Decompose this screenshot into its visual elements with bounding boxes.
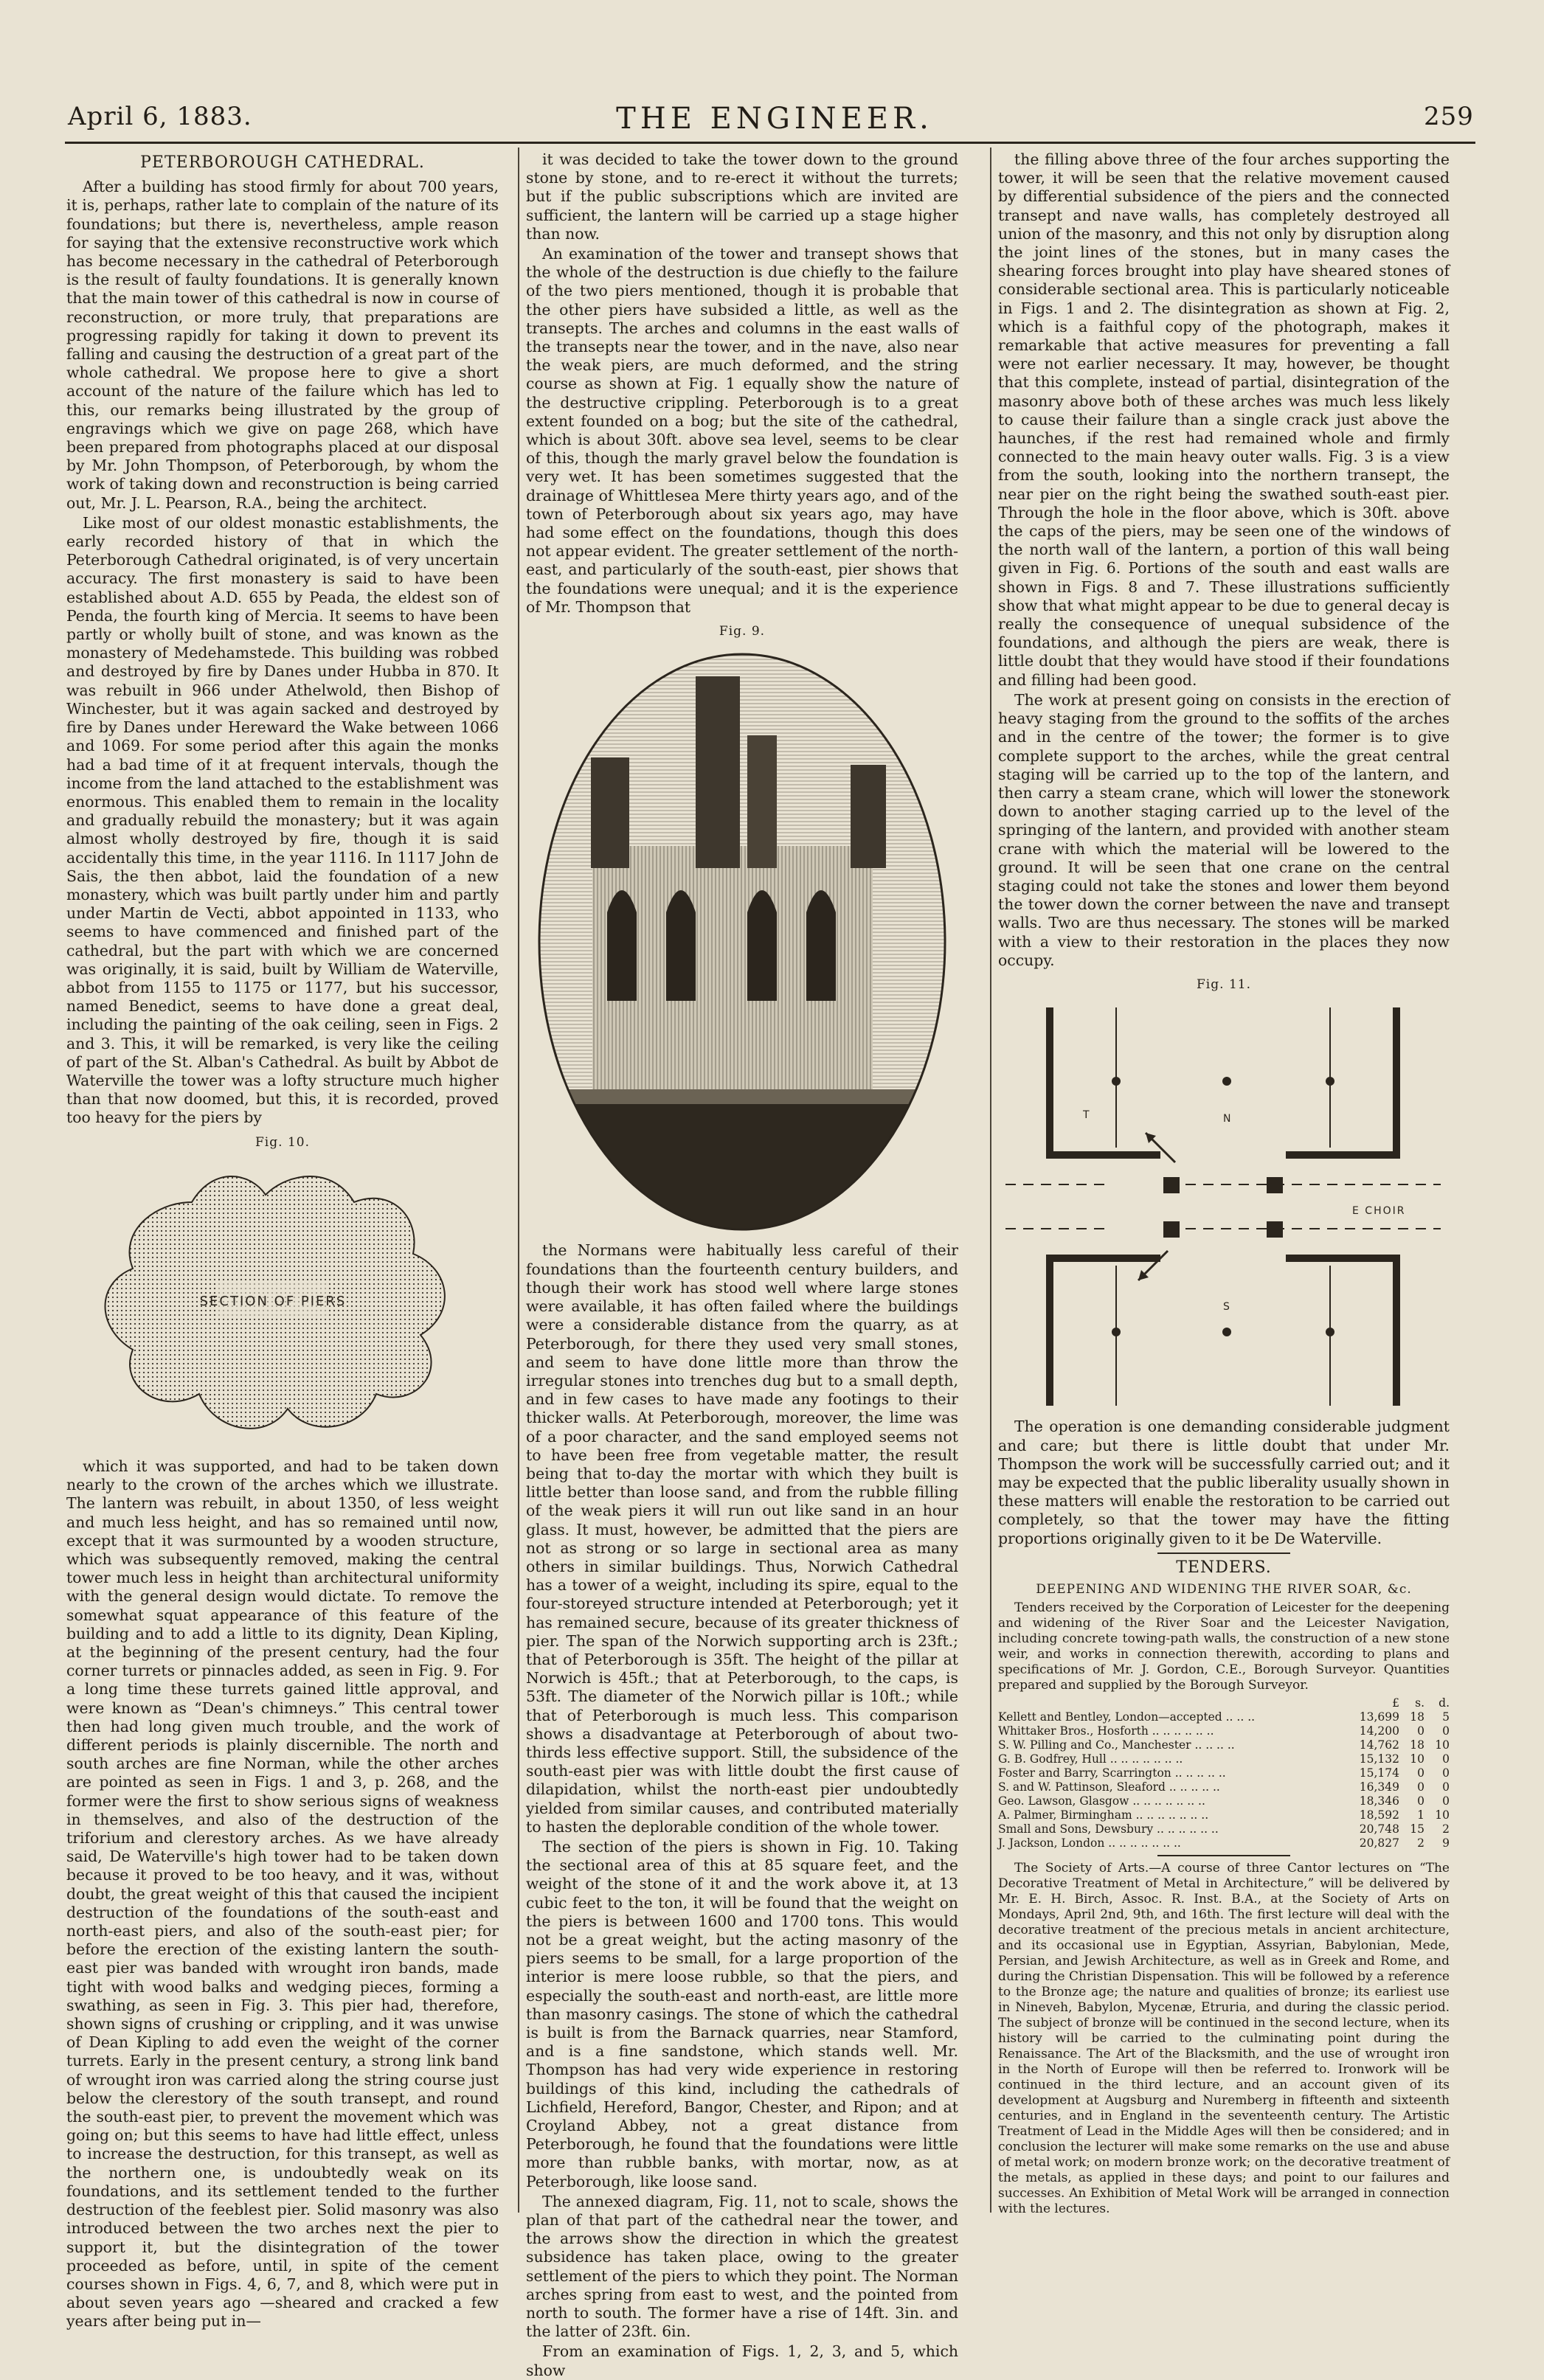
table-cell: 15,174 — [1359, 1766, 1399, 1780]
table-cell: 13,699 — [1359, 1710, 1399, 1724]
column-divider — [990, 148, 991, 2213]
table-cell: 0 — [1442, 1752, 1450, 1766]
pier-section-figure — [66, 1158, 499, 1453]
table-row — [998, 1808, 1450, 1822]
section-rule — [1157, 1552, 1290, 1554]
table-cell: 15 — [1410, 1822, 1424, 1836]
tenders-subheading: DEEPENING AND WIDENING THE RIVER SOAR, &c. — [1036, 1581, 1412, 1597]
tenders-heading: TENDERS. — [1176, 1558, 1272, 1577]
table-cell: 10 — [1435, 1808, 1450, 1822]
tenders-intro: Tenders received by the Corporation of Leicester for the deepening and widening of the River Soar and the Leicester Navigation, including concrete towing-path walls, the construction of a new stone weir, and works in connection therewith, according to plans and specifications of Mr. J. Gordon, C.E., Borough Surveyor. Quantities prepared and supplied by the Borough Surveyor. — [998, 1600, 1450, 1693]
tower-plan-diagram — [998, 1000, 1450, 1413]
table-cell: 1 — [1417, 1808, 1424, 1822]
fig11-label-t: T — [1083, 1109, 1090, 1122]
unit-shillings: s. — [1415, 1696, 1424, 1710]
column-divider — [518, 148, 519, 2213]
table-row — [998, 1738, 1450, 1752]
paragraph: The section of the piers is shown in Fig. 10. Taking the sectional area of this at 85 square feet, and the weight of the stone of it and the work above it, at 13 cubic feet to the ton, it will be found that the weight on the piers is between 1600 and 1700 tons. This would not be a great weight, but the acting masonry of the piers seems to be small, for a large proportion of the interior is mere loose rubble, so that the piers, and especially the south-east and north-east, are little more than masonry casings. The stone of which the cathedral is built is from the Barnack quarries, near Stamford, and is a fine sandstone, which stands well. Mr. Thompson has had very wide experience in restoring buildings of this kind, including the cathedrals of Lichfield, Hereford, Bangor, Chester, and Ripon; and at Croyland Abbey, not a great distance from Peterborough, he found that the foundations were little more than rubble banks, with mortar, now, as at Peterborough, like loose sand. — [526, 1837, 958, 2190]
column-3 — [998, 150, 1450, 2230]
table-cell: 0 — [1417, 1780, 1424, 1794]
fig10-label: SECTION OF PIERS — [199, 1293, 347, 1309]
paragraph: which it was supported, and had to be taken down nearly to the crown of the arches which we illustrate. The lantern was rebuilt, in about 1350, of less weight and much less height, and has so remained until now, except that it was surmounted by a wooden structure, which was subsequently removed, making the central tower much less in height than architectural uniformity with the general design would dictate. To remove the somewhat squat appearance of this feature of the building and to add a little to its dignity, Dean Kipling, at the beginning of the present century, had the four corner turrets or pinnacles added, as seen in Fig. 9. For a long time these turrets gained little approval, and were known as “Dean's chimneys.” This central tower then had long given much trouble, and the work of different periods is plainly discernible. The north and south arches are fine Norman, while the other arches are pointed as seen in Figs. 1 and 3, p. 268, and the former were the first to show serious signs of weakness in themselves, and also of the destruction of the triforium and clerestory arches. As we have already said, De Waterville's high tower had to be taken down because it proved to be too heavy, and it was, without doubt, the great weight of this that caused the incipient destruction of the foundations of the south-east and north-east piers, and also of the south-east pier; for before the erection of the existing lantern the south-east pier was banded with wrought iron bands, made tight with wood balks and wedging pieces, forming a swathing, as seen in Fig. 3. This pier had, therefore, shown signs of crushing or crippling, and it was unwise of Dean Kipling to add even the weight of the corner turrets. Early in the present century, a strong link band of wrought iron was carried along the string course just below the clerestory of the south transept, and round the south-east pier, to prevent the movement which was going on; but this seems to have had little effect, unless to increase the destruction, for this transept, as well as the northern one, is undoubtedly weak on its foundations, and its settlement tended to the further destruction of the feeblest pier. Solid masonry was also introduced between the two arches next the pier to support it, but the disintegration of the tower proceeded as before, until, in spite of the cement courses shown in Figs. 4, 6, 7, and 8, which were put in about seven years ago —sheared and cracked a few years after being put in— — [66, 1457, 499, 2331]
column-1 — [66, 150, 499, 2331]
table-cell: 18 — [1410, 1710, 1424, 1724]
paragraph: The work at present going on consists in the erection of heavy staging from the ground to the soffits of the arches and in the centre of the tower; the former is to give complete support to the arches, while the great central staging will be carried up to the top of the lantern, and then carry a steam crane, which will lower the stonework down to another staging carried up to the level of the springing of the lantern, and provided with another steam crane with which the material will be lowered to the ground. It will be seen that one crane on the central staging could not take the stones and lower them beyond the tower down the corner between the nave and transept walls. Two are thus necessary. The stones will be marked with a view to their restoration in the places they now occupy. — [998, 690, 1450, 969]
table-cell: 2 — [1442, 1822, 1450, 1836]
table-cell: 0 — [1442, 1724, 1450, 1738]
table-cell: 2 — [1417, 1836, 1424, 1850]
table-cell: 18,592 — [1359, 1808, 1399, 1822]
table-cell: Geo. Lawson, Glasgow .. .. .. .. .. .. .. — [998, 1794, 1205, 1808]
table-cell: Whittaker Bros., Hosforth .. .. .. .. .. .. — [998, 1724, 1214, 1738]
fig11-label-n: N — [1223, 1113, 1231, 1125]
header-rule — [65, 142, 1475, 144]
table-cell: 0 — [1442, 1794, 1450, 1808]
paragraph: After a building has stood firmly for about 700 years, it is, perhaps, rather late to complain of the nature of its foundations; but there is, nevertheless, ample reason for saying that the extensive reconstructive work which has become necessary in the cathedral of Peterborough is the result of faulty foundations. It is generally known that the main tower of this cathedral is now in course of reconstruction, or more truly, that preparations are progressing rapidly for taking it down to prevent its falling and causing the destruction of a great part of the whole cathedral. We propose here to give a short account of the nature of the failure which has led to this, our remarks being illustrated by the group of engravings which we give on page 268, which have been prepared from photographs placed at our disposal by Mr. John Thompson, of Peterborough, by whom the work of taking down and reconstruction is being carried out, Mr. J. L. Pearson, R.A., being the architect. — [66, 178, 499, 512]
table-row — [998, 1794, 1450, 1808]
table-cell: 5 — [1442, 1710, 1450, 1724]
tenders-section — [998, 1581, 1450, 2217]
table-row — [998, 1710, 1450, 1724]
paragraph: the filling above three of the four arches supporting the tower, it will be seen that the relative movement caused by differential subsidence of the piers and the connected transept and nave walls, has completely destroyed all union of the masonry, and this not only by disruption along the joint lines of the stones, but in many cases the shearing forces brought into play have sheared stones of considerable sectional area. This is particularly noticeable in Figs. 1 and 2. The disintegration as shown at Fig. 2, which is a faithful copy of the photograph, makes it remarkable that active measures for preventing a fall were not earlier necessary. It may, however, be thought that this complete, instead of partial, disintegration of the masonry above both of these arches was much less likely to cause their failure than a single crack just above the haunches, if the rest had remained whole and firmly connected to the main heavy outer walls. Fig. 3 is a view from the south, looking into the northern transept, the near pier on the right being the swathed south-east pier. Through the hole in the floor above, which is 30ft. above the caps of the piers, may be seen one of the windows of the north wall of the lantern, a portion of this wall being given in Fig. 6. Portions of the south and east walls are shown in Figs. 8 and 7. These illustrations sufficiently show that what might appear to be due to general decay is really the consequence of unequal subsidence of the foundations, and although the piers are weak, there is little doubt that they would have stood if their foundations and filling had been good. — [998, 150, 1450, 689]
table-row — [998, 1780, 1450, 1794]
paragraph: the Normans were habitually less careful of their foundations than the fourteenth century builders, and though their work has stood well where large stones were available, it has often failed where the buildings were a considerable distance from the quarry, as at Peterborough, for there they used very small stones, and seem to have done little more than throw the irregular stones into trenches dug but to a small depth, and in few cases to have made any footings to their thicker walls. At Peterborough, moreover, the lime was of a poor character, and the sand employed seems not to have been free from vegetable matter, the result being that to-day the mortar with which they built is little better than loose sand, and from the rubble filling of the weak piers it will run out like sand in an hour glass. It must, however, be admitted that the piers are not as strong or so large in sectional area as many others in similar buildings. Thus, Norwich Cathedral has a tower of a weight, including its spire, equal to the four-storeyed structure intended at Peterborough; yet it has remained secure, because of its greater thickness of pier. The span of the Norwich supporting arch is 23ft.; that of Peterborough is 35ft. The height of the pillar at Norwich is 45ft.; that at Peterborough, to the caps, is 53ft. The diameter of the Norwich pillar is 10ft.; while that of Peterborough is much less. This comparison shows a disadvantage at Peterborough of about two-thirds less effective support. Still, the subsidence of the south-east pier was with little doubt the first cause of dilapidation, whilst the north-east pier undoubtedly yielded from similar causes, and contributed materially to hasten the deplorable condition of the whole tower. — [526, 1241, 958, 1836]
table-cell: 16,349 — [1359, 1780, 1399, 1794]
figure-caption: Fig. 10. — [255, 1134, 310, 1150]
table-cell: G. B. Godfrey, Hull .. .. .. .. .. .. .. — [998, 1752, 1183, 1766]
page-number: 259 — [1424, 102, 1474, 131]
table-row — [998, 1836, 1450, 1850]
table-cell: 0 — [1417, 1724, 1424, 1738]
table-cell: 0 — [1442, 1780, 1450, 1794]
table-cell: A. Palmer, Birmingham .. .. .. .. .. .. .. — [998, 1808, 1209, 1822]
table-cell: Kellett and Bentley, London—accepted .. .. .. — [998, 1710, 1256, 1724]
table-cell: 14,762 — [1359, 1738, 1399, 1752]
tenders-units-row — [998, 1696, 1450, 1710]
section-rule — [1157, 1855, 1290, 1856]
table-cell: Foster and Barry, Scarrington .. .. .. .. .. — [998, 1766, 1226, 1780]
table-cell: 20,827 — [1359, 1836, 1399, 1850]
table-cell: Small and Sons, Dewsbury .. .. .. .. .. .. — [998, 1822, 1219, 1836]
table-cell: 10 — [1435, 1738, 1450, 1752]
tenders-table — [998, 1696, 1450, 1850]
table-cell: S. W. Pilling and Co., Manchester .. .. .. .. — [998, 1738, 1235, 1752]
table-cell: S. and W. Pattinson, Sleaford .. .. .. .. .. — [998, 1780, 1220, 1794]
paragraph: The annexed diagram, Fig. 11, not to scale, shows the plan of that part of the cathedral near the tower, and the arrows show the direction in which the greatest subsidence has taken place, owing to the greater settlement of the piers to which they point. The Norman arches spring from east to west, and the pointed from north to south. The former have a rise of 14ft. 3in. and the latter of 23ft. 6in. — [526, 2192, 958, 2341]
unit-pounds: £ — [1392, 1696, 1399, 1710]
table-cell: 14,200 — [1359, 1724, 1399, 1738]
fig11-label-s: S — [1223, 1301, 1230, 1314]
table-cell: 10 — [1410, 1752, 1424, 1766]
table-cell: J. Jackson, London .. .. .. .. .. .. .. — [998, 1836, 1181, 1850]
table-cell: 0 — [1442, 1766, 1450, 1780]
journal-title: THE ENGINEER. — [616, 102, 933, 136]
unit-pence: d. — [1439, 1696, 1450, 1710]
table-cell: 18 — [1410, 1738, 1424, 1752]
paragraph: From an examination of Figs. 1, 2, 3, and 5, which show — [526, 2342, 958, 2379]
figure-caption: Fig. 11. — [1197, 976, 1251, 992]
table-cell: 18,346 — [1359, 1794, 1399, 1808]
table-cell: 15,132 — [1359, 1752, 1399, 1766]
table-row — [998, 1766, 1450, 1780]
fig11-label-e-choir: E CHOIR — [1352, 1205, 1406, 1218]
tower-engraving-figure — [526, 647, 958, 1237]
table-cell: 20,748 — [1359, 1822, 1399, 1836]
paragraph: An examination of the tower and transept shows that the whole of the destruction is due chiefly to the failure of the two piers mentioned, though it is probable that the other piers have subsided a little, as well as the transepts. The arches and columns in the east walls of the transepts near the tower, and in the nave, also near the weak piers, are much deformed, and the string course as shown at Fig. 1 equally show the nature of the destructive crippling. Peterborough is to a great extent founded on a bog; but the site of the cathedral, which is about 30ft. above sea level, seems to be clear of this, though the marly gravel below the foundation is very wet. It has been sometimes suggested that the drainage of Whittlesea Mere thirty years ago, and of the town of Peterborough about six years ago, may have had some effect on the foundations, though this does not appear evident. The greater settlement of the north-east, and particularly of the south-east, pier shows that the foundations were unequal; and it is the experience of Mr. Thompson that — [526, 245, 958, 616]
figure-caption: Fig. 9. — [719, 624, 766, 639]
article-title: PETERBOROUGH CATHEDRAL. — [140, 153, 425, 172]
column-2 — [526, 150, 958, 2379]
table-cell: 0 — [1417, 1794, 1424, 1808]
table-cell: 9 — [1442, 1836, 1450, 1850]
paragraph: Like most of our oldest monastic establishments, the early recorded history of that in which the Peterborough Cathedral originated, is of very uncertain accuracy. The first monastery is said to have been established about A.D. 655 by Peada, the eldest son of Penda, the fourth king of Mercia. It seems to have been partly or wholly built of stone, and was known as the monastery of Medehamstede. This building was robbed and destroyed by fire by Danes under Hubba in 870. It was rebuilt in 966 under Athelwold, then Bishop of Winchester, but it was again sacked and destroyed by fire by Danes under Hereward the Wake between 1066 and 1069. For some period after this again the monks had a bad time of it at frequent intervals, though the income from the land attached to the establishment was enormous. This enabled them to remain in the locality and gradually rebuild the monastery; but it was again almost wholly destroyed by fire, though it is said accidentally this time, in the year 1116. In 1117 John de Sais, the then abbot, laid the foundation of a new monastery, which was built partly under him and partly under Martin de Vecti, abbot appointed in 1133, who seems to have commenced and finished part of the cathedral, but the part with which we are concerned was originally, it is said, built by William de Waterville, abbot from 1155 to 1175 or 1177, but his successor, named Benedict, seems to have done a great deal, including the painting of the oak ceiling, seen in Figs. 2 and 3. This, it will be remarked, is very like the ceiling of part of the St. Alban's Cathedral. As built by Abbot de Waterville the tower was a lofty structure much higher than that now doomed, but this, it is recorded, proved too heavy for the piers by — [66, 513, 499, 1127]
paragraph: it was decided to take the tower down to the ground stone by stone, and to re-erect it without the turrets; but if the public subscriptions which are invited are sufficient, the lantern will be carried up a stage higher than now. — [526, 150, 958, 243]
issue-date: April 6, 1883. — [68, 102, 252, 131]
table-row — [998, 1752, 1450, 1766]
society-of-arts-note: The Society of Arts.—A course of three Cantor lectures on “The Decorative Treatment of Metal in Architecture,” will be delivered by Mr. E. H. Birch, Assoc. R. Inst. B.A., at the Society of Arts on Mondays, April 2nd, 9th, and 16th. The first lecture will deal with the decorative treatment of the precious metals in ancient architecture, and its occasional use in Egyptian, Assyrian, Babylonian, Mede, Persian, and Jewish Architecture, as well as in Greek and Rome, and during the Christian Dispensation. This will be followed by a reference to the Bronze age; the nature and qualities of bronze; its earliest use in Nineveh, Babylon, Mycenæ, Etruria, and during the classic period. The subject of bronze will be continued in the second lecture, when its history will be carried to the culminating point during the Renaissance. The Art of the Blacksmith, and the use of wrought iron in the North of Europe will then be referred to. Ironwork will be continued in the third lecture, and an account given of its development at Augsburg and Nuremberg in fifteenth and sixteenth centuries, and in England in the seventeenth century. The Artistic Treatment of Lead in the Middle Ages will then be considered; and in conclusion the lecturer will make some remarks on the use and abuse of metal work; on modern bronze work; on the decorative treatment of the metals, as applied in these days; and point to our failures and successes. An Exhibition of Metal Work will be arranged in connection with the lectures. — [998, 1860, 1450, 2216]
table-row — [998, 1822, 1450, 1836]
table-row — [998, 1724, 1450, 1738]
table-cell: 0 — [1417, 1766, 1424, 1780]
paragraph: The operation is one demanding considerable judgment and care; but there is little doubt that under Mr. Thompson the work will be successfully carried out; and it may be expected that the public liberality usually shown in these matters will enable the restoration to be carried out completely, so that the tower may have the fitting proportions originally given to it be De Waterville. — [998, 1418, 1450, 1547]
